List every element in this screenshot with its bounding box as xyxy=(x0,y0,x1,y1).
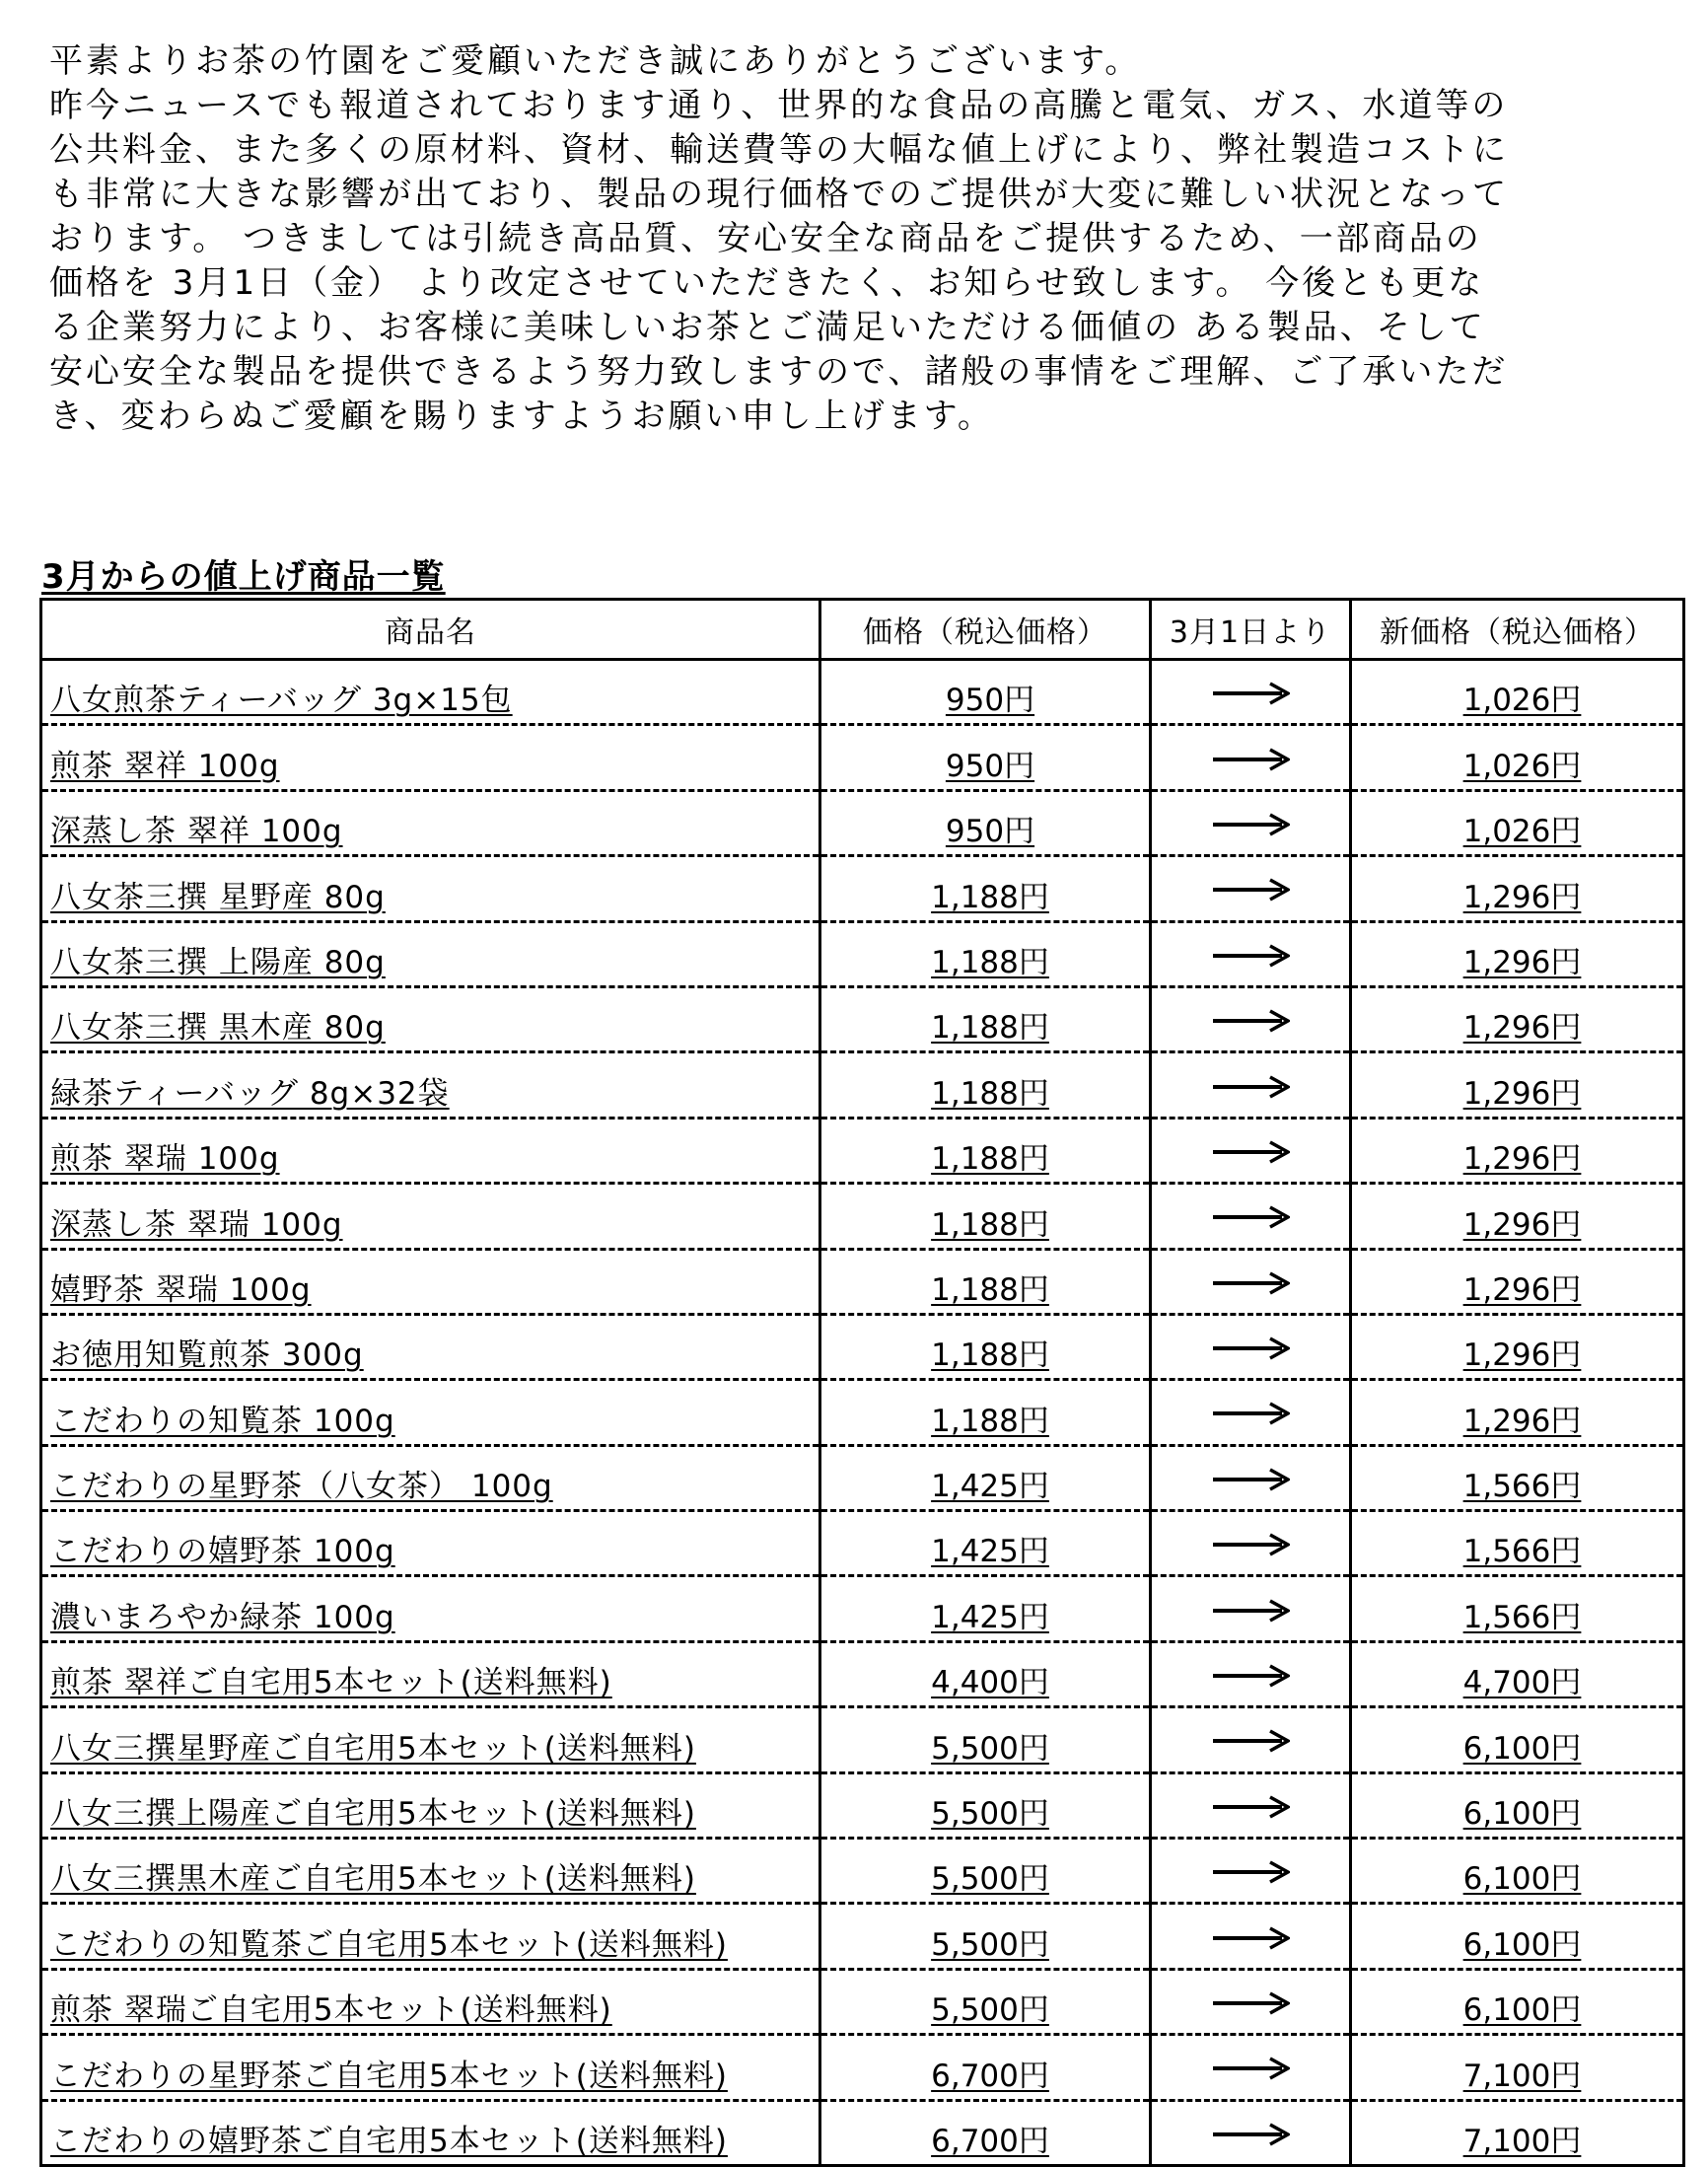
product-name-cell: 煎茶 翠祥ご自宅用5本セット(送料無料) xyxy=(41,1641,820,1706)
right-arrow-icon xyxy=(1211,2056,1290,2081)
product-name-cell: 煎茶 翠瑞ご自宅用5本セット(送料無料) xyxy=(41,1969,820,2034)
change-arrow-cell xyxy=(1151,2035,1351,2100)
change-arrow-cell xyxy=(1151,1511,1351,1576)
old-price-cell: 1,425円 xyxy=(820,1576,1151,1641)
new-price-cell: 6,100円 xyxy=(1351,1969,1684,2034)
table-row xyxy=(41,2100,1684,2165)
change-arrow-cell xyxy=(1151,790,1351,855)
new-price-cell: 7,100円 xyxy=(1351,2100,1684,2165)
old-price-cell: 1,188円 xyxy=(820,986,1151,1051)
right-arrow-icon xyxy=(1211,1401,1290,1426)
change-arrow-cell xyxy=(1151,1118,1351,1183)
table-row xyxy=(41,1314,1684,1379)
product-name-cell: 八女茶三撰 星野産 80g xyxy=(41,856,820,921)
table-row xyxy=(41,790,1684,855)
table-row xyxy=(41,1772,1684,1838)
change-arrow-cell xyxy=(1151,1839,1351,1904)
header-old-price: 価格（税込価格） xyxy=(820,600,1151,660)
product-name-cell: こだわりの嬉野茶 100g xyxy=(41,1511,820,1576)
old-price-cell: 5,500円 xyxy=(820,1772,1151,1838)
right-arrow-icon xyxy=(1211,1074,1290,1100)
product-name-cell: 八女茶三撰 黒木産 80g xyxy=(41,986,820,1051)
table-row xyxy=(41,1969,1684,2034)
table-row xyxy=(41,1445,1684,1510)
new-price-cell: 6,100円 xyxy=(1351,1904,1684,1969)
table-row xyxy=(41,660,1684,725)
change-arrow-cell xyxy=(1151,725,1351,790)
right-arrow-icon xyxy=(1211,1728,1290,1754)
change-arrow-cell xyxy=(1151,856,1351,921)
price-notice xyxy=(49,39,1667,439)
new-price-cell: 1,026円 xyxy=(1351,790,1684,855)
notice-line: 平素よりお茶の竹園をご愛顧いただき誠にありがとうございます。 xyxy=(49,41,1142,81)
change-arrow-cell xyxy=(1151,2100,1351,2165)
old-price-cell: 950円 xyxy=(820,790,1151,855)
new-price-cell: 4,700円 xyxy=(1351,1641,1684,1706)
product-name-cell: 嬉野茶 翠瑞 100g xyxy=(41,1249,820,1314)
change-arrow-cell xyxy=(1151,660,1351,725)
product-name-cell: 緑茶ティーバッグ 8g×32袋 xyxy=(41,1052,820,1118)
new-price-cell: 1,566円 xyxy=(1351,1511,1684,1576)
new-price-cell: 6,100円 xyxy=(1351,1839,1684,1904)
right-arrow-icon xyxy=(1211,1270,1290,1296)
table-row xyxy=(41,921,1684,986)
change-arrow-cell xyxy=(1151,1707,1351,1772)
right-arrow-icon xyxy=(1211,1336,1290,1361)
old-price-cell: 5,500円 xyxy=(820,1904,1151,1969)
change-arrow-cell xyxy=(1151,1249,1351,1314)
header-change-date: 3月1日より xyxy=(1151,600,1351,660)
table-row xyxy=(41,1576,1684,1641)
new-price-cell: 1,296円 xyxy=(1351,1380,1684,1445)
old-price-cell: 1,188円 xyxy=(820,1249,1151,1314)
new-price-cell: 1,296円 xyxy=(1351,1249,1684,1314)
table-row xyxy=(41,1641,1684,1706)
right-arrow-icon xyxy=(1211,747,1290,772)
notice-line: も非常に大きな影響が出ており、製品の現行価格でのご提供が大変に難しい状況となって xyxy=(49,175,1509,214)
product-name-cell: 深蒸し茶 翠瑞 100g xyxy=(41,1184,820,1249)
old-price-cell: 6,700円 xyxy=(820,2100,1151,2165)
notice-line: おります。 つきましては引続き高品質、安心安全な商品をご提供するため、一部商品の xyxy=(49,219,1482,258)
change-arrow-cell xyxy=(1151,1380,1351,1445)
table-body xyxy=(41,660,1684,2166)
table-row xyxy=(41,1904,1684,1969)
notice-line: 昨今ニュースでも報道されております通り、世界的な食品の高騰と電気、ガス、水道等の xyxy=(49,86,1509,125)
notice-line: 公共料金、また多くの原材料、資材、輸送費等の大幅な値上げにより、弊社製造コストに xyxy=(49,130,1509,170)
right-arrow-icon xyxy=(1211,1598,1290,1624)
right-arrow-icon xyxy=(1211,877,1290,903)
table-header-row xyxy=(41,600,1684,660)
old-price-cell: 6,700円 xyxy=(820,2035,1151,2100)
table-row xyxy=(41,1707,1684,1772)
right-arrow-icon xyxy=(1211,812,1290,837)
product-name-cell: 煎茶 翠瑞 100g xyxy=(41,1118,820,1183)
new-price-cell: 1,026円 xyxy=(1351,725,1684,790)
table-row xyxy=(41,1839,1684,1904)
table-row xyxy=(41,1249,1684,1314)
new-price-cell: 7,100円 xyxy=(1351,2035,1684,2100)
product-name-cell: 深蒸し茶 翠祥 100g xyxy=(41,790,820,855)
right-arrow-icon xyxy=(1211,943,1290,969)
right-arrow-icon xyxy=(1211,1990,1290,2016)
right-arrow-icon xyxy=(1211,1663,1290,1689)
change-arrow-cell xyxy=(1151,1184,1351,1249)
product-name-cell: 八女煎茶ティーバッグ 3g×15包 xyxy=(41,660,820,725)
header-product-name: 商品名 xyxy=(41,600,820,660)
right-arrow-icon xyxy=(1211,681,1290,706)
right-arrow-icon xyxy=(1211,1204,1290,1230)
change-arrow-cell xyxy=(1151,986,1351,1051)
price-increase-table xyxy=(39,598,1685,2167)
old-price-cell: 950円 xyxy=(820,725,1151,790)
old-price-cell: 1,188円 xyxy=(820,1314,1151,1379)
table-row xyxy=(41,1052,1684,1118)
new-price-cell: 1,566円 xyxy=(1351,1445,1684,1510)
new-price-cell: 6,100円 xyxy=(1351,1772,1684,1838)
right-arrow-icon xyxy=(1211,1859,1290,1885)
old-price-cell: 4,400円 xyxy=(820,1641,1151,1706)
new-price-cell: 1,296円 xyxy=(1351,921,1684,986)
product-name-cell: 八女茶三撰 上陽産 80g xyxy=(41,921,820,986)
new-price-cell: 1,026円 xyxy=(1351,660,1684,725)
product-name-cell: 八女三撰上陽産ご自宅用5本セット(送料無料) xyxy=(41,1772,820,1838)
product-name-cell: こだわりの知覧茶 100g xyxy=(41,1380,820,1445)
change-arrow-cell xyxy=(1151,921,1351,986)
list-title: 3月からの値上げ商品一覧 xyxy=(41,557,446,597)
change-arrow-cell xyxy=(1151,1052,1351,1118)
product-name-cell: こだわりの星野茶（八女茶） 100g xyxy=(41,1445,820,1510)
old-price-cell: 1,188円 xyxy=(820,1052,1151,1118)
new-price-cell: 1,296円 xyxy=(1351,1052,1684,1118)
new-price-cell: 1,296円 xyxy=(1351,986,1684,1051)
right-arrow-icon xyxy=(1211,1925,1290,1951)
old-price-cell: 950円 xyxy=(820,660,1151,725)
right-arrow-icon xyxy=(1211,1467,1290,1492)
table-row xyxy=(41,1380,1684,1445)
new-price-cell: 1,566円 xyxy=(1351,1576,1684,1641)
product-name-cell: 濃いまろやか緑茶 100g xyxy=(41,1576,820,1641)
new-price-cell: 1,296円 xyxy=(1351,856,1684,921)
new-price-cell: 1,296円 xyxy=(1351,1314,1684,1379)
right-arrow-icon xyxy=(1211,2122,1290,2147)
old-price-cell: 1,188円 xyxy=(820,1184,1151,1249)
right-arrow-icon xyxy=(1211,1139,1290,1165)
change-arrow-cell xyxy=(1151,1772,1351,1838)
product-name-cell: こだわりの知覧茶ご自宅用5本セット(送料無料) xyxy=(41,1904,820,1969)
old-price-cell: 1,188円 xyxy=(820,921,1151,986)
old-price-cell: 5,500円 xyxy=(820,1969,1151,2034)
notice-line: 安心安全な製品を提供できるよう努力致しますので、諸般の事情をご理解、ご了承いただ xyxy=(49,352,1509,392)
change-arrow-cell xyxy=(1151,1641,1351,1706)
notice-line: 価格を 3月1日（金） より改定させていただきたく、お知らせ致します。 今後とも更な xyxy=(49,263,1485,303)
table-row xyxy=(41,1118,1684,1183)
old-price-cell: 1,188円 xyxy=(820,856,1151,921)
new-price-cell: 1,296円 xyxy=(1351,1184,1684,1249)
old-price-cell: 5,500円 xyxy=(820,1707,1151,1772)
old-price-cell: 5,500円 xyxy=(820,1839,1151,1904)
product-name-cell: 煎茶 翠祥 100g xyxy=(41,725,820,790)
old-price-cell: 1,188円 xyxy=(820,1380,1151,1445)
notice-line: る企業努力により、お客様に美味しいお茶とご満足いただける価値の ある製品、そして xyxy=(49,308,1486,347)
old-price-cell: 1,425円 xyxy=(820,1511,1151,1576)
right-arrow-icon xyxy=(1211,1008,1290,1034)
table-row xyxy=(41,1511,1684,1576)
product-name-cell: 八女三撰星野産ご自宅用5本セット(送料無料) xyxy=(41,1707,820,1772)
product-name-cell: お徳用知覧煎茶 300g xyxy=(41,1314,820,1379)
notice-line: き、変わらぬご愛顧を賜りますようお願い申し上げます。 xyxy=(49,397,994,436)
header-new-price: 新価格（税込価格） xyxy=(1351,600,1684,660)
change-arrow-cell xyxy=(1151,1969,1351,2034)
product-name-cell: こだわりの星野茶ご自宅用5本セット(送料無料) xyxy=(41,2035,820,2100)
new-price-cell: 1,296円 xyxy=(1351,1118,1684,1183)
table-row xyxy=(41,1184,1684,1249)
table-row xyxy=(41,856,1684,921)
product-name-cell: こだわりの嬉野茶ご自宅用5本セット(送料無料) xyxy=(41,2100,820,2165)
change-arrow-cell xyxy=(1151,1445,1351,1510)
old-price-cell: 1,188円 xyxy=(820,1118,1151,1183)
table-row xyxy=(41,986,1684,1051)
change-arrow-cell xyxy=(1151,1576,1351,1641)
change-arrow-cell xyxy=(1151,1904,1351,1969)
right-arrow-icon xyxy=(1211,1532,1290,1557)
table-row xyxy=(41,725,1684,790)
right-arrow-icon xyxy=(1211,1794,1290,1820)
old-price-cell: 1,425円 xyxy=(820,1445,1151,1510)
table-row xyxy=(41,2035,1684,2100)
change-arrow-cell xyxy=(1151,1314,1351,1379)
new-price-cell: 6,100円 xyxy=(1351,1707,1684,1772)
product-name-cell: 八女三撰黒木産ご自宅用5本セット(送料無料) xyxy=(41,1839,820,1904)
